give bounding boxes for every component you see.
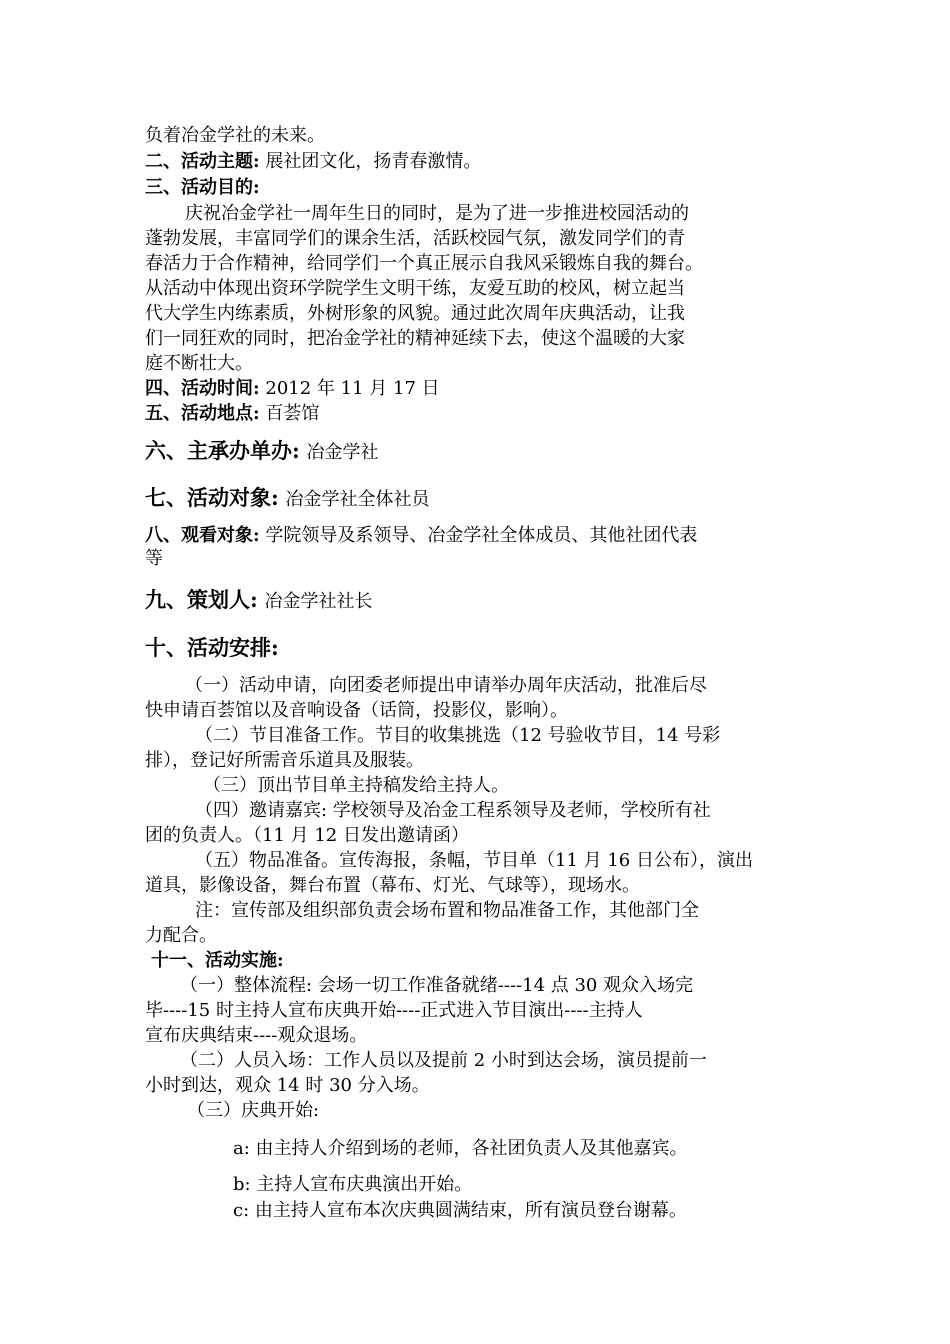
para-line: 团的负责人。（11 月 12 日发出邀请函） (145, 825, 469, 846)
para-line: （四）邀请嘉宾: 学校领导及冶金工程系领导及老师，学校所有社 (195, 800, 711, 821)
para-line: 力配合。 (145, 925, 217, 946)
section-heading: 二、活动主题: (145, 151, 260, 172)
section-heading: 三、活动目的: (145, 177, 260, 198)
section-value: 2012 年 11 月 17 日 (265, 378, 440, 399)
para-line: （一）整体流程: 会场一切工作准备就绪----14 点 30 观众入场完 (180, 975, 694, 996)
section-planner (145, 586, 372, 616)
section-participants (145, 484, 429, 514)
para-line: 快申请百荟馆以及音响设备（话筒，投影仪，影响）。 (145, 700, 568, 721)
section-theme (145, 150, 481, 174)
para-line: 注：宣传部及组织部负责会场布置和物品准备工作，其他部门全 (195, 900, 699, 921)
section-value: 展社团文化，扬青春激情。 (265, 151, 482, 172)
section-heading: 四、活动时间: (145, 378, 260, 399)
para-line: 们一同狂欢的同时，把冶金学社的精神延续下去，使这个温暖的大家 (145, 328, 685, 349)
list-item: c: 由主持人宣布本次庆典圆满结束，所有演员登台谢幕。 (233, 1200, 687, 1221)
section-value: 冶金学社社长 (264, 591, 373, 612)
para-line: 宣布庆典结束----观众退场。 (145, 1025, 368, 1046)
section-value: 冶金学社全体社员 (285, 489, 430, 510)
section-heading: 九、策划人: (145, 587, 258, 612)
section-value: 百荟馆 (265, 403, 320, 424)
para-line: 庭不断壮大。 (145, 353, 253, 374)
para-line: （二）节目准备工作。节目的收集挑选（12 号验收节目，14 号彩 (195, 725, 721, 746)
para-line: 蓬勃发展，丰富同学们的课余生活，活跃校园气氛，激发同学们的青 (145, 228, 685, 249)
section-heading: 十一、活动实施: (151, 950, 284, 971)
list-item: a: 由主持人介绍到场的老师，各社团负责人及其他嘉宾。 (233, 1138, 688, 1159)
section-time (145, 377, 440, 401)
section-place (145, 402, 319, 426)
section-value: 冶金学社 (306, 442, 379, 463)
list-item: b: 主持人宣布庆典演出开始。 (233, 1174, 473, 1195)
section-heading: 五、活动地点: (145, 403, 260, 424)
para-line: （三）顶出节目单主持稿发给主持人。 (203, 775, 509, 796)
section-heading: 七、活动对象: (145, 485, 279, 510)
section-audience (145, 524, 697, 548)
section-organizer (145, 437, 378, 467)
para-line: 负着冶金学社的未来。 (145, 125, 325, 146)
para-line: 代大学生内练素质，外树形象的风貌。通过此次周年庆典活动，让我 (145, 303, 685, 324)
section-heading: 八、观看对象: (145, 525, 260, 546)
para-line: 等 (145, 548, 163, 569)
section-heading: 十、活动安排: (145, 635, 279, 660)
para-line: 春活力于合作精神，给同学们一个真正展示自我风采锻炼自我的舞台。 (145, 253, 703, 274)
para-line: 从活动中体现出资环学院学生文明干练，友爱互助的校风，树立起当 (145, 278, 685, 299)
section-value: 学院领导及系领导、冶金学社全体成员、其他社团代表 (265, 525, 698, 546)
para-line: （五）物品准备。宣传海报，条幅，节目单（11 月 16 日公布），演出 (195, 850, 753, 871)
para-line: （一）活动申请，向团委老师提出申请举办周年庆活动，批准后尽 (185, 675, 707, 696)
para-line: 庆祝冶金学社一周年生日的同时，是为了进一步推进校园活动的 (185, 203, 689, 224)
para-line: （三）庆典开始: (187, 1100, 320, 1121)
para-line: 道具，影像设备，舞台布置（幕布、灯光、气球等），现场水。 (145, 875, 640, 896)
para-line: 毕----15 时主持人宣布庆典开始----正式进入节目演出----主持人 (145, 1000, 643, 1021)
para-line: 小时到达，观众 14 时 30 分入场。 (145, 1075, 430, 1096)
para-line: 排），登记好所需音乐道具及服装。 (145, 750, 424, 771)
para-line: （二）人员入场：工作人员以及提前 2 小时到达会场，演员提前一 (180, 1050, 707, 1071)
section-heading: 六、主承办单办: (145, 438, 300, 463)
